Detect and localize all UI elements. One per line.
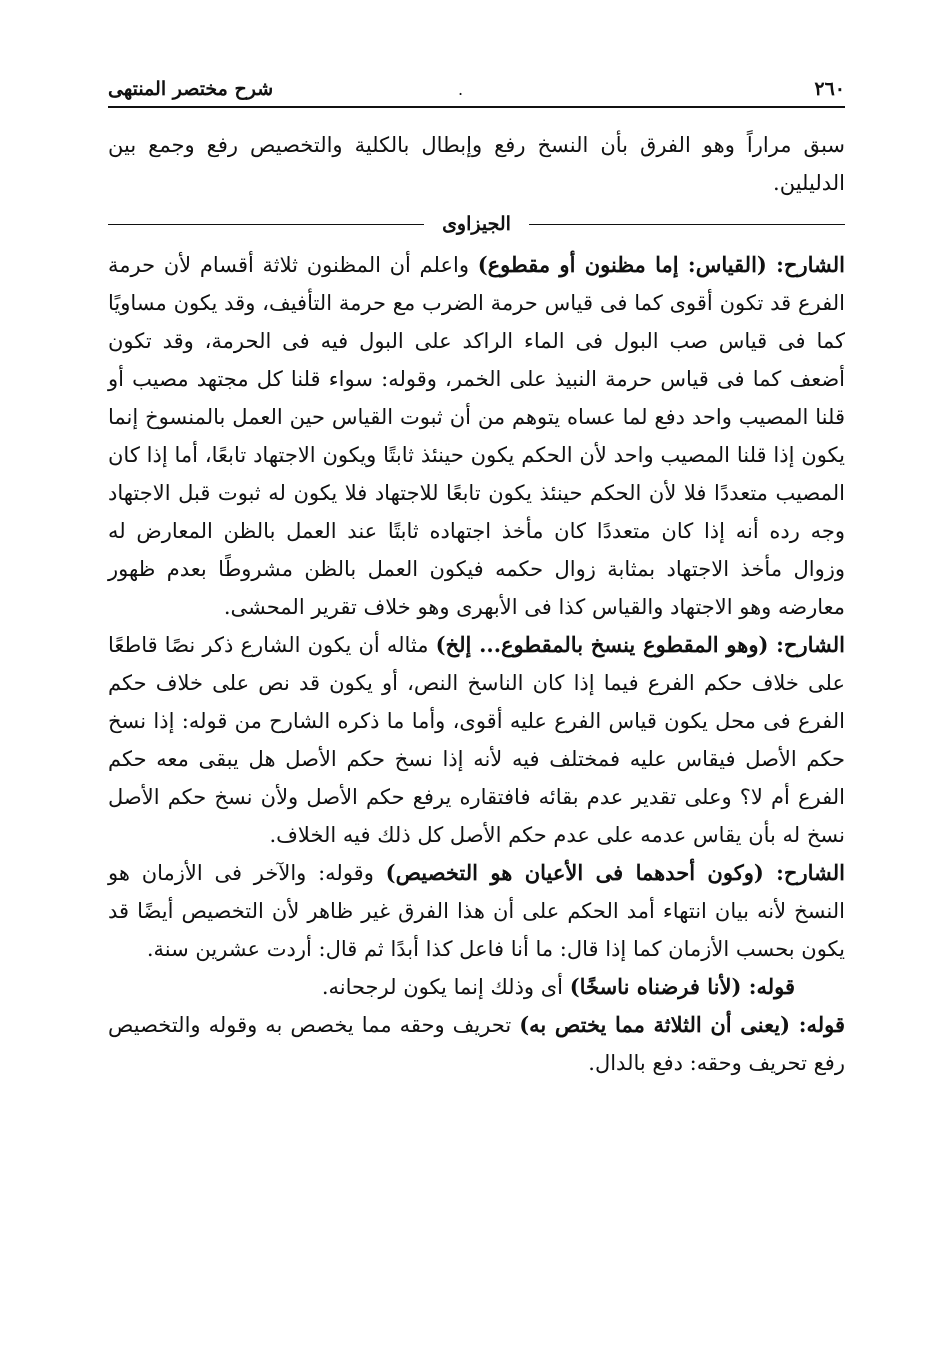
commentary-paragraph xyxy=(108,968,845,1006)
running-title: شرح مختصر المنتهى xyxy=(108,78,274,100)
section-divider xyxy=(108,206,845,242)
paragraph-text: تحريف وحقه مما يخصص به وقوله والتخصيص رفع تحريف وحقه: دفع بالدال. xyxy=(108,1013,845,1075)
page-header xyxy=(108,76,845,108)
section-heading: الجيزاوى xyxy=(442,213,511,235)
divider-rule-left xyxy=(108,224,424,225)
paragraph-text: مثاله أن يكون الشارع ذكر نصًا قاطعًا على خلاف حكم الفرع فيما إذا كان الناسخ النص، أو يكون قد نص على خلاف حكم الفرع فى محل يكون قياس الفرع عليه أقوى، وأما ما ذكره الشارح من قوله: إذا نسخ حكم الأصل فيقاس عليه فمختلف فيه لأنه إذا نسخ حكم الأصل هل يبقى معه حكم الفرع أم لا؟ وعلى تقدير عدم بقائه فافتقاره يرفع حكم الأصل ولأن نسخ حكم الأصل نسخ له بأن يقاس عدمه على عدم حكم الأصل كل ذلك فيه الخلاف. xyxy=(108,633,845,847)
paragraph-text: واعلم أن المظنون ثلاثة أقسام لأن حرمة الفرع قد تكون أقوى كما فى قياس حرمة الضرب مع حرمة التأفيف، وقد يكون مساويًا كما فى قياس صب البول فى الماء الراكد على البول فيه فى الحرمة، وقد تكون أضعف كما فى قياس حرمة النبيذ على الخمر، وقوله: سواء قلنا كل مجتهد مصيب أو قلنا المصيب واحد دفع لما عساه يتوهم من أن ثبوت القياس حين العمل بالمنسوخ إنما يكون إذا قلنا المصيب واحد لأن الحكم يكون حينئذ ثابتًا ويكون الاجتهاد تابعًا، أما إذا كان المصيب متعددًا فلا لأن الحكم حينئذ يكون تابعًا للاجتهاد فلا يكون له ثبوت قبل الاجتهاد وجه رده أنه إذا كان متعددًا كان مأخذ اجتهاده ثابتًا عند العمل بالظن المعارض له وزوال مأخذ الاجتهاد بمثابة زوال حكمه فيكون العمل بالظن مشروطًا بعدم ظهور معارضه وهو الاجتهاد والقياس كذا فى الأبهرى وهو خلاف تقرير المحشى. xyxy=(108,253,845,619)
paragraph-lead: الشارح: (وكون أحدهما فى الأعيان هو التخصيص) xyxy=(385,860,845,885)
commentary-paragraph xyxy=(108,854,845,968)
paragraph-text: أى وذلك إنما يكون لرجحانه. xyxy=(321,975,570,999)
page-body xyxy=(108,126,845,1082)
commentary-paragraph xyxy=(108,1006,845,1082)
divider-rule-right xyxy=(529,224,845,225)
intro-paragraph: سبق مراراً وهو الفرق بأن النسخ رفع وإبطال بالكلية والتخصيص رفع وجمع بين الدليلين. xyxy=(108,133,845,195)
paragraph-lead: قوله: (يعنى أن الثلاثة مما يختص به) xyxy=(519,1012,845,1037)
header-dot: . xyxy=(458,80,464,99)
page-number: ٢٦٠ xyxy=(814,78,845,100)
paragraph-lead: الشارح: (وهو المقطوع ينسخ بالمقطوع... إلخ) xyxy=(435,632,845,657)
commentary-paragraph xyxy=(108,246,845,626)
paragraph-lead: قوله: (لأنا فرضناه ناسخًا) xyxy=(569,974,795,999)
commentary-paragraph xyxy=(108,626,845,854)
paragraph-text: وقوله: والآخر فى الأزمان هو النسخ لأنه بيان انتهاء أمد الحكم على أن هذا الفرق غير ظاهر لأن التخصيص أيضًا قد يكون بحسب الأزمان كما إذا قال: ما أنا فاعل كذا أبدًا ثم قال: أردت عشرين سنة. xyxy=(108,861,845,961)
paragraph-lead: الشارح: (القياس: إما مظنون أو مقطوع) xyxy=(477,252,845,277)
